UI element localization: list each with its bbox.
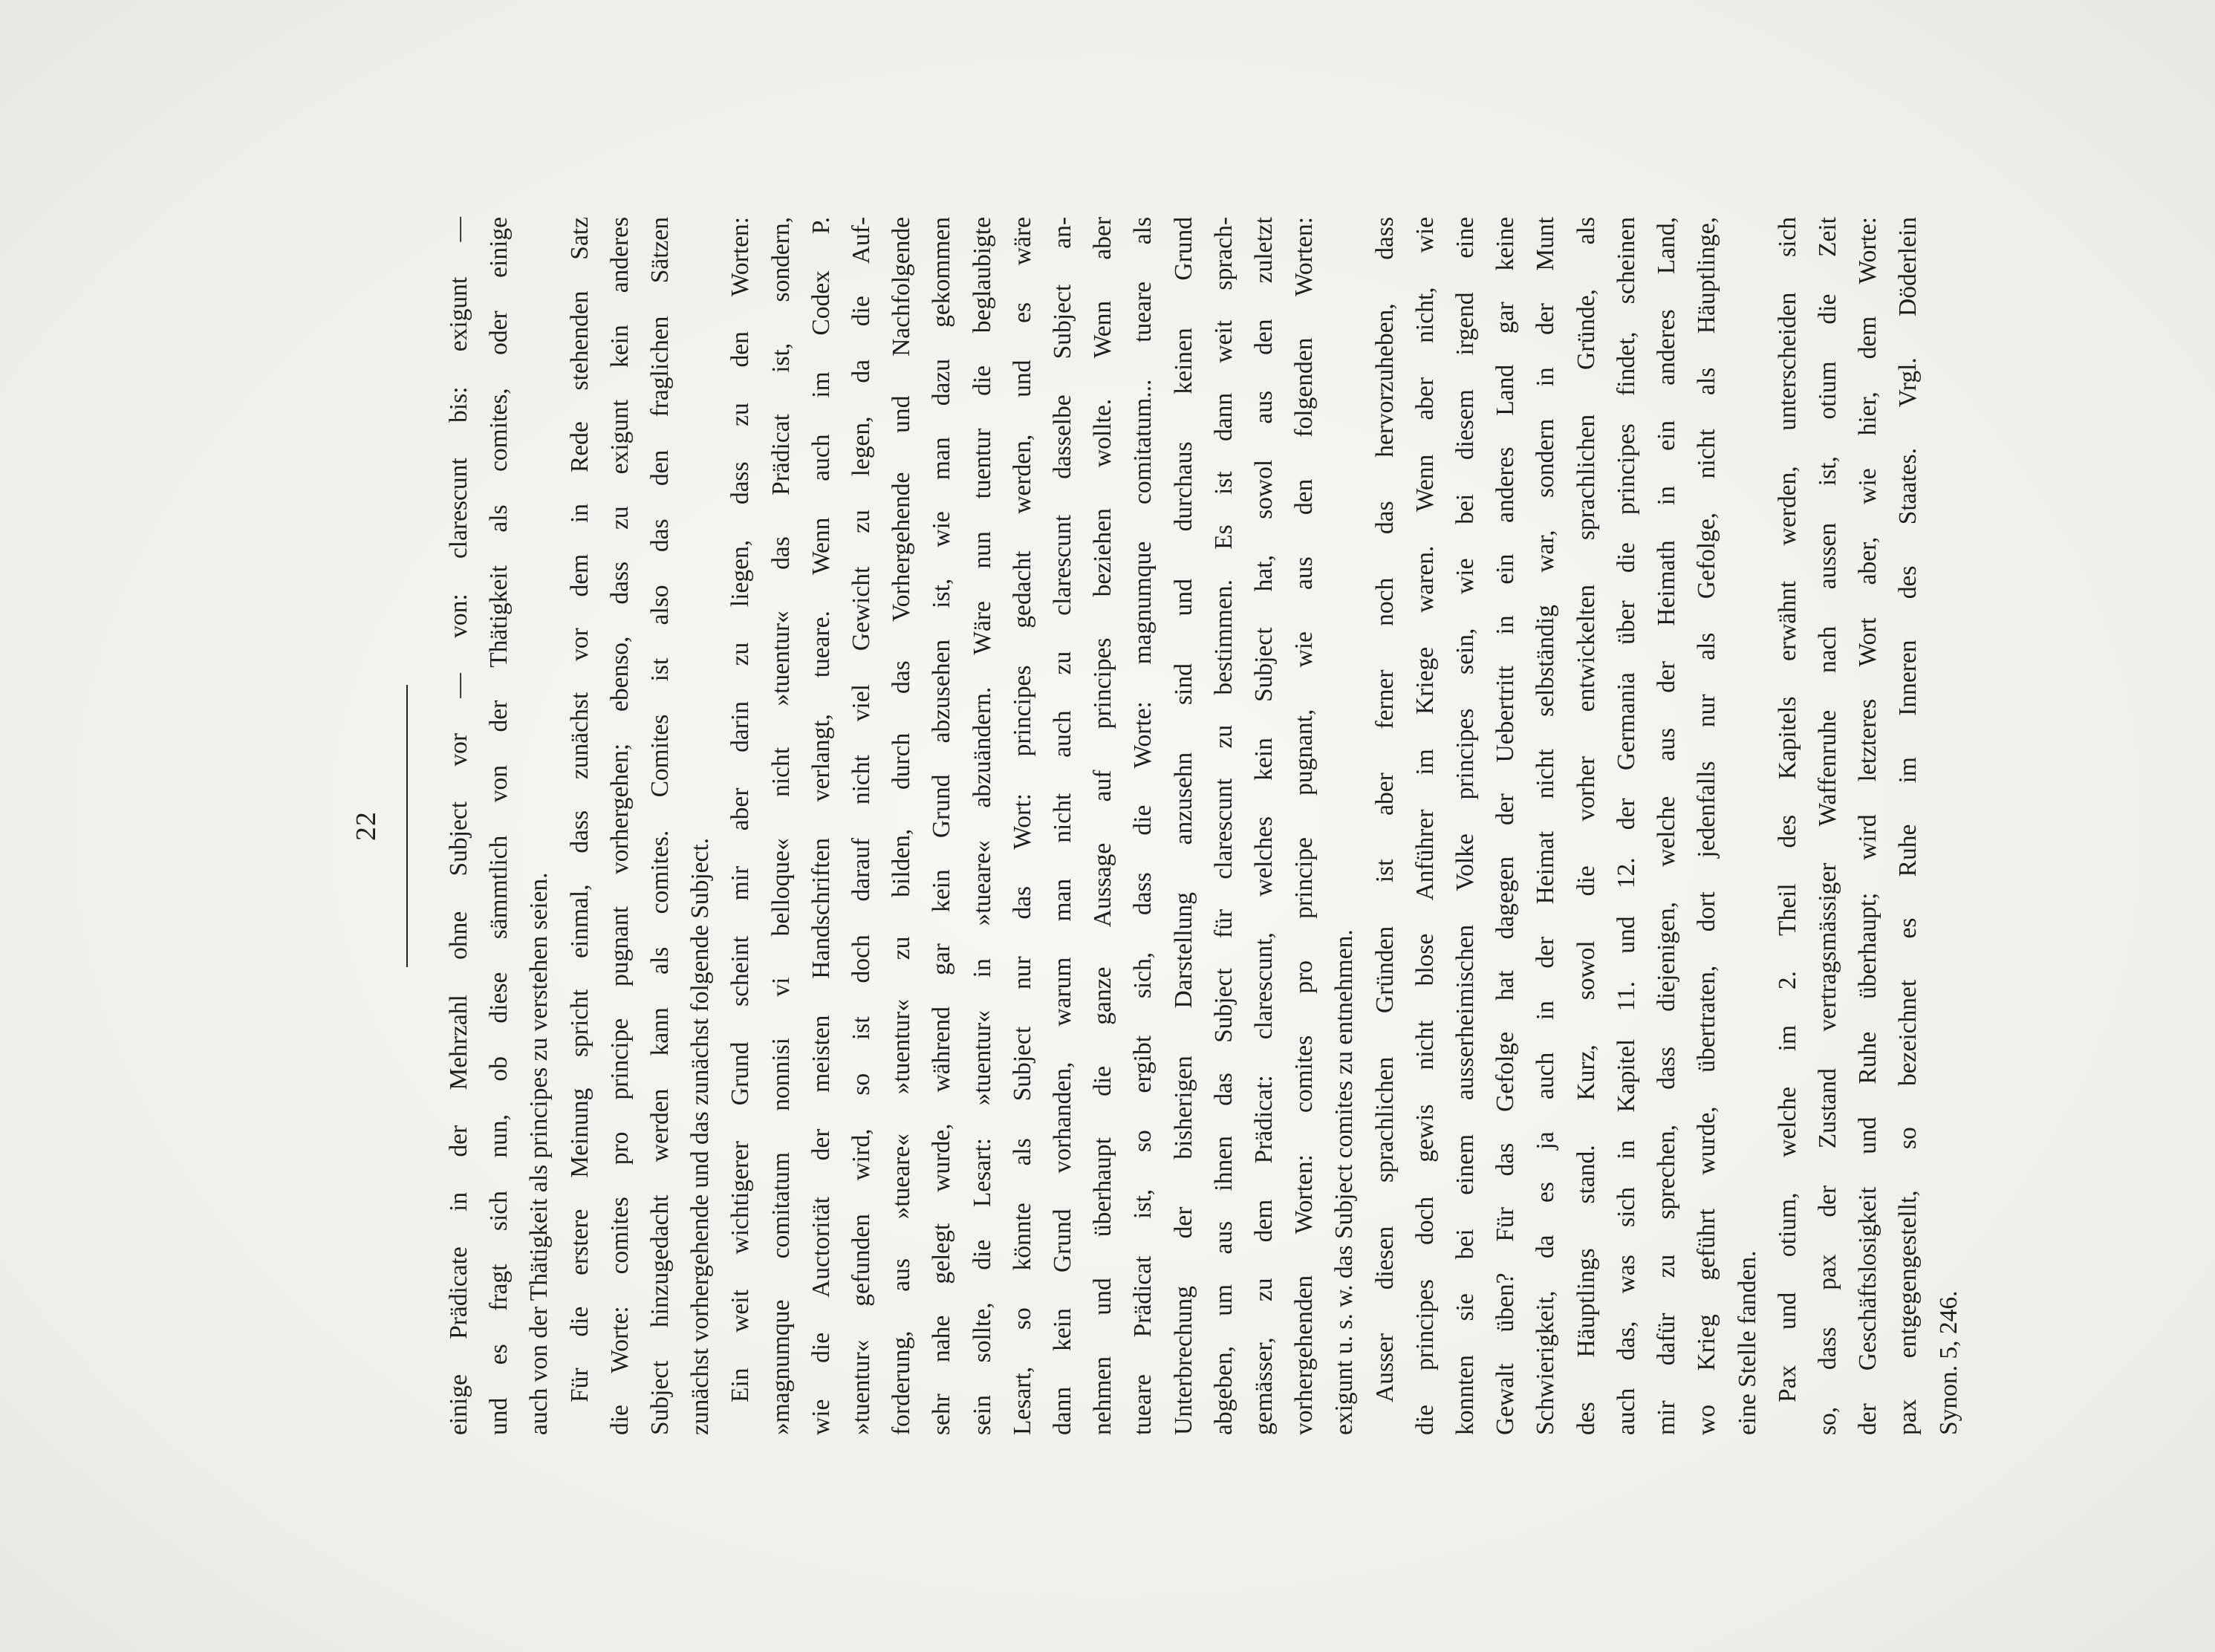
text-line: Für die erstere Meinung spricht einmal, dass zunächst vor dem in Rede stehenden Satz <box>565 217 593 1402</box>
text-line: »magnumque comitatum nonnisi vi belloque« nicht »tuentur« das Prädicat ist, sondern, <box>767 217 795 1435</box>
text-line: Schwierigkeit, da es ja auch in der Heimat nicht selbständig war, sondern in der Munt <box>1532 217 1560 1435</box>
text-line: forderung, aus »tueare« »tuentur« zu bilden, durch das Vorhergehende und Nachfolgende <box>888 217 916 1435</box>
text-line: die Worte: comites pro principe pugnant vorhergehen; ebenso, dass zu exigunt kein anderes <box>605 217 634 1435</box>
text-line: vorhergehenden Worten: comites pro principe pugnant, wie aus den folgenden Worten: <box>1290 217 1318 1435</box>
text-line: exigunt u. s. w. das Subject comites zu entnehmen. <box>1330 929 1359 1435</box>
text-line: nehmen und überhaupt die ganze Aussage auf principes beziehen wollte. Wenn aber <box>1089 217 1117 1435</box>
text-line: Gewalt üben? Für das Gefolge hat dagegen der Uebertritt in ein anderes Land gar keine <box>1492 217 1520 1435</box>
text-line: eine Stelle fanden. <box>1733 1250 1761 1435</box>
document-page <box>335 217 1962 1435</box>
text-line: auch das, was sich in Kapitel 11. und 12. der Germania über die principes findet, scheinen <box>1612 217 1640 1435</box>
text-line: Ein weit wichtigerer Grund scheint mir aber darin zu liegen, dass zu den Worten: <box>726 217 755 1402</box>
text-line: Pax und otium, welche im 2. Theil des Kapitels erwähnt werden, unterscheiden sich <box>1773 217 1801 1402</box>
body-text <box>439 217 1969 1435</box>
text-line: einige Prädicate in der Mehrzahl ohne Subject vor — von: clarescunt bis: exigunt — <box>445 217 472 1435</box>
text-line: zunächst vorhergehende und das zunächst folgende Subject. <box>686 837 715 1435</box>
text-line: Unterbrechung der bisherigen Darstellung anzusehn sind und durchaus keinen Grund <box>1169 217 1197 1435</box>
text-line: tueare Prädicat ist, so ergibt sich, dass die Worte: magnumque comitatum... tueare als <box>1129 217 1157 1435</box>
text-line: mir dafür zu sprechen, dass diejenigen, welche aus der Heimath in ein anderes Land, <box>1653 217 1681 1435</box>
text-line: und es fragt sich nun, ob diese sämmtlich von der Thätigkeit als comites, oder einige <box>485 217 513 1435</box>
text-line: pax entgegengestellt, so bezeichnet es Ruhe im Inneren des Staates. Vrgl. Döderlein <box>1894 217 1922 1435</box>
page-number: 22 <box>351 811 382 841</box>
text-line: »tuentur« gefunden wird, so ist doch darauf nicht viel Gewicht zu legen, da die Auf- <box>848 217 876 1435</box>
text-line: die principes doch gewis nicht blose Anführer im Kriege waren. Wenn aber nicht, wie <box>1411 217 1439 1435</box>
text-line: des Häuptlings stand. Kurz, sowol die vorher entwickelten sprachlichen Gründe, als <box>1572 217 1600 1435</box>
text-line: sein sollte, die Lesart: »tuentur« in »tueare« abzuändern. Wäre nun tuentur die beglaubigte <box>968 217 996 1435</box>
header-rule <box>406 685 408 967</box>
text-line: wo Krieg geführt wurde, übertraten, dort jedenfalls nur als Gefolge, nicht als Häuptlinge, <box>1693 217 1721 1435</box>
text-line: abgeben, um aus ihnen das Subject für clarescunt zu bestimmen. Es ist dann weit sprach- <box>1209 217 1237 1435</box>
text-line: gemässer, zu dem Prädicat: clarescunt, welches kein Subject hat, sowol aus den zuletzt <box>1250 217 1278 1435</box>
text-line: auch von der Thätigkeit als principes zu verstehen seien. <box>525 872 553 1435</box>
text-line: dann kein Grund vorhanden, warum man nicht auch zu clarescunt dasselbe Subject an- <box>1049 217 1077 1435</box>
text-line: Ausser diesen sprachlichen Gründen ist aber ferner noch das hervorzuheben, dass <box>1370 217 1399 1402</box>
text-line: wie die Auctorität der meisten Handschriften verlangt, tueare. Wenn auch im Codex P. <box>807 217 835 1435</box>
text-line: der Geschäftslosigkeit und Ruhe überhaupt; wird letzteres Wort aber, wie hier, dem Worte: <box>1854 217 1882 1435</box>
text-line: konnten sie bei einem ausserheimischen Volke principes sein, wie bei diesem irgend eine <box>1451 217 1480 1435</box>
text-line: Synon. 5, 246. <box>1934 1290 1962 1435</box>
text-line: sehr nahe gelegt wurde, während gar kein Grund abzusehen ist, wie man dazu gekommen <box>928 217 956 1435</box>
text-line: Subject hinzugedacht werden kann als comites. Comites ist also das den fraglichen Sätzen <box>646 217 674 1435</box>
text-line: so, dass pax der Zustand vertragsmässiger Waffenruhe nach aussen ist, otium die Zeit <box>1813 217 1841 1435</box>
text-line: Lesart, so könnte als Subject nur das Wort: principes gedacht werden, und es wäre <box>1008 217 1036 1435</box>
